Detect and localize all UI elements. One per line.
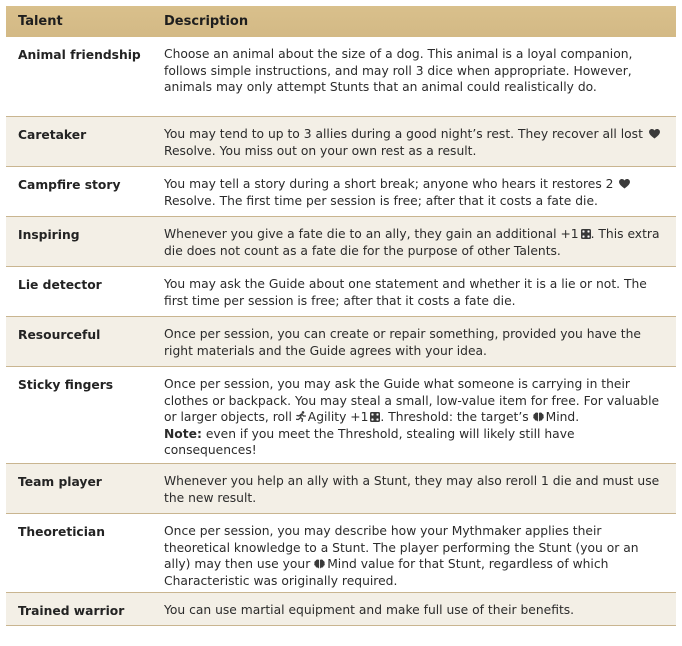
talent-description: Choose an animal about the size of a dog. This animal is a loyal companion, follows simple instructions, and may roll 3 dice when appropriate. However, animals may only attempt Stunts that an animal could realistically do. [164,47,633,95]
description-text: Resolve. The first time per session is free; after that it costs a fate die. [164,193,598,208]
table-row [6,37,676,117]
description-text: Once per session, you may ask the Guide what someone is carrying in their clothes or backpack. You may steal a small, low-value item for free. For valuable or larger objects, roll [164,377,660,425]
description-text: You may tend to up to 3 allies during a good night’s rest. They recover all lost [164,127,643,141]
talent-description [152,514,676,592]
talent-description [152,367,676,463]
talent-description [152,117,676,166]
talent-description: You can use martial equipment and make full use of their benefits. [164,603,575,617]
description-text: . Threshold: the target’s [380,410,529,425]
talent-name: Resourceful [18,328,101,342]
description-text: Resolve. You miss out on your own rest as a result. [164,143,477,158]
table-row [6,267,676,317]
talent-description [152,217,676,266]
talent-description: Whenever you help an ally with a Stunt, they may also reroll 1 die and must use the new result. [164,474,660,505]
talent-name: Caretaker [18,128,87,142]
header-talent: Talent [18,14,63,29]
note-text: even if you meet the Threshold, stealing will likely still have consequences! [164,426,575,458]
heart-icon [649,129,660,139]
description-text: Agility +1 [307,410,369,425]
table-row [6,367,676,464]
description-text: Whenever you give a fate die to an ally, they gain an additional +1 [164,227,579,241]
table-row [6,217,676,267]
note-label: Note: [164,426,202,441]
description-text: Mind. [545,410,580,425]
talent-description [152,167,676,216]
table-row [6,593,676,626]
talent-name: Campfire story [18,178,121,192]
header-description: Description [164,14,249,29]
talent-name: Inspiring [18,228,80,242]
brain-icon [533,412,544,422]
talent-name: Sticky fingers [18,378,114,392]
talent-name: Trained warrior [18,604,125,618]
description-text: Once per session, you may describe how your Mythmaker applies their theoretical knowledge to a Stunt. The player performing the Stunt (you or an ally) may then use your [164,524,639,572]
table-row [6,464,676,514]
table-row [6,167,676,217]
talents-table [6,6,676,626]
description-text: Mind value for that Stunt, regardless of which Characteristic was originally required. [164,557,609,588]
talent-description: You may ask the Guide about one statement and whether it is a lie or not. The first time per session is free; after that it costs a fate die. [164,277,647,308]
talent-name: Animal friendship [18,48,141,62]
table-header [6,6,676,37]
agility-icon [296,411,306,422]
heart-icon [619,179,630,189]
description-text: . This extra die does not count as a fate die for the purpose of other Talents. [164,227,660,258]
dice-icon [581,229,591,239]
talent-name: Lie detector [18,278,102,292]
dice-icon [370,412,380,422]
talent-name: Theoretician [18,525,105,539]
description-text: You may tell a story during a short break; anyone who hears it restores 2 [164,177,614,191]
talent-name: Team player [18,475,102,489]
table-row [6,317,676,367]
talent-description: Once per session, you can create or repair something, provided you have the right materials and the Guide agrees with your idea. [164,327,641,358]
table-row [6,117,676,167]
table-row [6,514,676,593]
brain-icon [314,559,325,569]
